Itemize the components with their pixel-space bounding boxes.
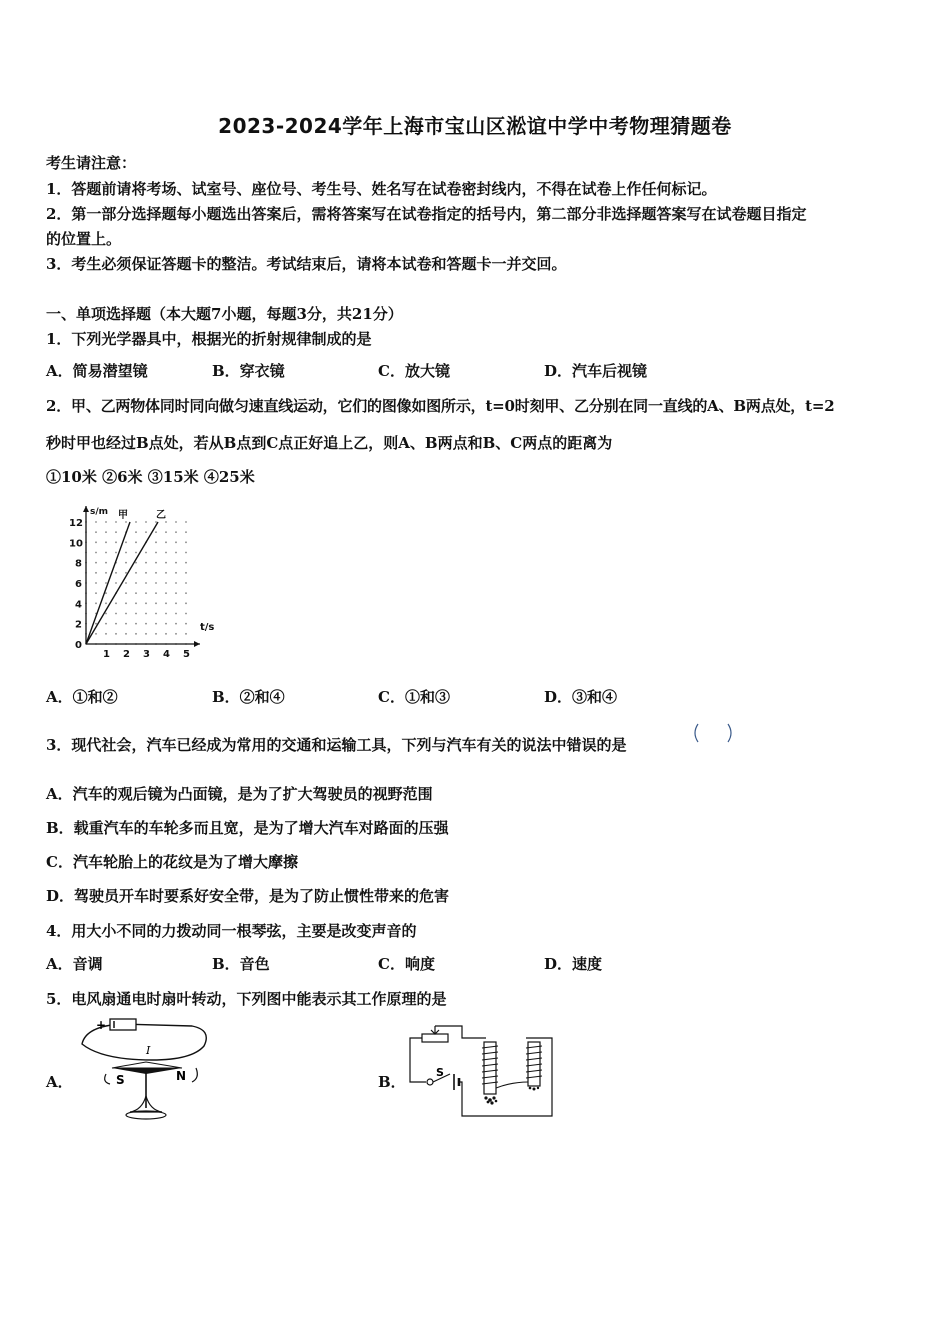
rotation-arrow-icon [192,1068,197,1082]
y-tick-label: 10 [69,538,83,550]
q3-stem: 3．现代社会，汽车已经成为常用的交通和运输工具，下列与汽车有关的说法中错误的是 [46,736,627,754]
grid-dot [185,623,187,625]
q5-option-b: B． [378,1073,406,1091]
grid-dot [135,592,137,594]
grid-dot [185,541,187,543]
grid-dot [115,541,117,543]
grid-dot [155,572,157,574]
notice-header: 考生请注意： [46,154,137,172]
grid-dot [105,592,107,594]
grid-dot [175,552,177,554]
section-heading: 一、单项选择题（本大题7小题，每题3分，共21分） [46,305,403,323]
x-tick-label: 1 [103,649,110,660]
south-pole-label: S [116,1073,125,1087]
y-tick-label: 8 [75,558,82,570]
q4-stem: 4．用大小不同的力拨动同一根琴弦，主要是改变声音的 [46,922,417,940]
grid-dot [175,562,177,564]
grid-dot [135,541,137,543]
grid-dot [105,582,107,584]
grid-dot [95,623,97,625]
grid-dot [115,572,117,574]
grid-dot [115,602,117,604]
grid-dot [165,633,167,635]
grid-dot [125,623,127,625]
notice-item: 1．答题前请将考场、试室号、座位号、考生号、姓名写在试卷密封线内，不得在试卷上作任何标记。 [46,180,717,198]
grid-dot [135,562,137,564]
q2-option-a: A．①和② [46,688,118,706]
grid-dot [185,582,187,584]
grid-dot [155,602,157,604]
grid-dot [105,613,107,615]
q2-stem-line2: 秒时甲也经过B点处，若从B点到C点正好追上乙，则A、B两点和B、C两点的距离为 [46,434,613,452]
grid-dot [175,633,177,635]
grid-dot [95,602,97,604]
grid-dot [95,562,97,564]
grid-dot [165,582,167,584]
grid-dot [135,521,137,523]
grid-dot [165,572,167,574]
grid-dot [155,531,157,533]
grid-dot [145,582,147,584]
rheostat-icon [422,1034,448,1042]
grid-dot [105,623,107,625]
grid-dot [125,541,127,543]
y-tick-label: 2 [75,619,82,631]
y-tick-label: 6 [75,579,82,590]
grid-dot [125,562,127,564]
plus-label: + [96,1018,107,1032]
q1-option-b: B．穿衣镜 [212,362,285,380]
grid-dot [145,613,147,615]
grid-dot [105,572,107,574]
origin-label: 0 [75,640,82,651]
q1-option-c: C．放大镜 [378,362,450,380]
grid-dot [145,572,147,574]
grid-dot [125,582,127,584]
switch-icon [427,1079,433,1085]
grid-dot [155,562,157,564]
grid-dot [105,602,107,604]
oersted-experiment-figure [72,1016,222,1124]
grid-dot [105,633,107,635]
grid-dot [155,613,157,615]
notice-item: 2．第一部分选择题每小题选出答案后，需将答案写在试卷指定的括号内，第二部分非选择题答案写在试卷题目指定 [46,205,807,223]
grid-dot [145,521,147,523]
grid-dot [115,521,117,523]
grid-dot [95,521,97,523]
grid-dot [165,552,167,554]
grid-dot [155,582,157,584]
x-axis-label: t/s [200,622,215,633]
chart-grid [85,521,187,645]
grid-dot [155,633,157,635]
grid-dot [185,531,187,533]
grid-dot [145,592,147,594]
grid-dot [175,623,177,625]
x-tick-label: 4 [163,649,170,660]
series-line-1 [86,522,130,644]
grid-dot [95,572,97,574]
q5-stem: 5．电风扇通电时扇叶转动，下列图中能表示其工作原理的是 [46,990,447,1008]
grid-dot [175,572,177,574]
grid-dot [115,613,117,615]
north-pole-label: N [176,1069,187,1083]
x-tick-label: 3 [143,649,150,660]
series-label: 甲 [118,510,128,521]
series-label: 乙 [156,510,166,521]
grid-dot [95,582,97,584]
q4-option-d: D．速度 [544,955,603,973]
y-tick-label: 4 [75,599,82,611]
x-axis-arrow-icon [194,641,200,647]
grid-dot [175,582,177,584]
grid-dot [185,633,187,635]
grid-dot [115,531,117,533]
q2-stem-line1: 2．甲、乙两物体同时同向做匀速直线运动，它们的图像如图所示，t=0时刻甲、乙分别在同一直线的A、B两点处，t=2 [46,397,835,415]
grid-dot [135,623,137,625]
q1-stem: 1．下列光学器具中，根据光的折射规律制成的是 [46,330,372,348]
grid-dot [165,592,167,594]
grid-dot [125,613,127,615]
grid-dot [115,623,117,625]
q1-option-d: D．汽车后视镜 [544,362,648,380]
grid-dot [135,572,137,574]
grid-dot [175,592,177,594]
grid-dot [105,541,107,543]
grid-dot [155,592,157,594]
electromagnet-coil [484,1042,496,1094]
grid-dot [135,602,137,604]
grid-dot [125,602,127,604]
y-axis-arrow-icon [83,506,89,512]
chart-axes [83,506,200,647]
grid-dot [165,562,167,564]
grid-dot [185,521,187,523]
grid-dot [145,562,147,564]
grid-dot [145,602,147,604]
q3-option-a: A．汽车的观后镜为凸面镜，是为了扩大驾驶员的视野范围 [46,785,433,803]
grid-dot [175,521,177,523]
switch-label: S [436,1066,444,1079]
y-axis-label: s/m [90,507,109,517]
page-title: 2023-2024学年上海市宝山区淞谊中学中考物理猜题卷 [218,114,732,138]
grid-dot [165,623,167,625]
q4-option-b: B．音色 [212,955,270,973]
grid-dot [115,552,117,554]
grid-dot [155,541,157,543]
q4-option-a: A．音调 [46,955,103,973]
grid-dot [105,531,107,533]
grid-dot [125,521,127,523]
grid-dot [165,521,167,523]
grid-dot [185,572,187,574]
grid-dot [115,633,117,635]
grid-dot [185,602,187,604]
y-tick-label: 12 [69,518,83,529]
grid-dot [95,592,97,594]
grid-dot [165,602,167,604]
q3-option-d: D．驾驶员开车时要系好安全带，是为了防止惯性带来的危害 [46,887,450,905]
grid-dot [105,552,107,554]
grid-dot [135,582,137,584]
grid-dot [95,633,97,635]
q1-option-a: A．简易潜望镜 [46,362,148,380]
grid-dot [115,582,117,584]
grid-dot [95,531,97,533]
grid-dot [135,633,137,635]
grid-dot [125,552,127,554]
grid-dot [155,521,157,523]
grid-dot [135,613,137,615]
q3-option-b: B．载重汽车的车轮多而且宽，是为了增大汽车对路面的压强 [46,819,449,837]
q2-st-chart [64,502,234,662]
notice-item: 3．考生必须保证答题卡的整洁。考试结束后，请将本试卷和答题卡一并交回。 [46,255,567,273]
q5-option-a: A． [46,1073,73,1091]
q2-option-d: D．③和④ [544,688,618,706]
grid-dot [175,602,177,604]
grid-dot [165,531,167,533]
grid-dot [105,521,107,523]
q2-option-b: B．②和④ [212,688,285,706]
grid-dot [175,531,177,533]
grid-dot [185,613,187,615]
grid-dot [185,592,187,594]
q2-option-c: C．①和③ [378,688,450,706]
grid-dot [135,552,137,554]
grid-dot [125,633,127,635]
grid-dot [105,562,107,564]
grid-dot [155,552,157,554]
q2-choices: ①10米 ②6米 ③15米 ④25米 [46,468,255,486]
current-label: I [146,1044,151,1057]
rotation-arrow-icon [105,1074,110,1084]
grid-dot [95,541,97,543]
grid-dot [95,552,97,554]
grid-dot [175,613,177,615]
grid-dot [145,552,147,554]
x-tick-label: 5 [183,649,190,660]
notice-item: 的位置上。 [46,230,122,248]
grid-dot [125,592,127,594]
grid-dot [185,562,187,564]
grid-dot [145,633,147,635]
grid-dot [165,613,167,615]
grid-dot [145,623,147,625]
grid-dot [175,541,177,543]
q3-option-c: C．汽车轮胎上的花纹是为了增大摩擦 [46,853,298,871]
grid-dot [135,531,137,533]
grid-dot [155,623,157,625]
answer-parentheses [690,722,736,744]
grid-dot [185,552,187,554]
grid-dot [165,541,167,543]
x-tick-label: 2 [123,649,130,660]
electromagnet-circuit-figure [402,1022,560,1122]
grid-dot [125,572,127,574]
q4-option-c: C．响度 [378,955,435,973]
grid-dot [145,531,147,533]
